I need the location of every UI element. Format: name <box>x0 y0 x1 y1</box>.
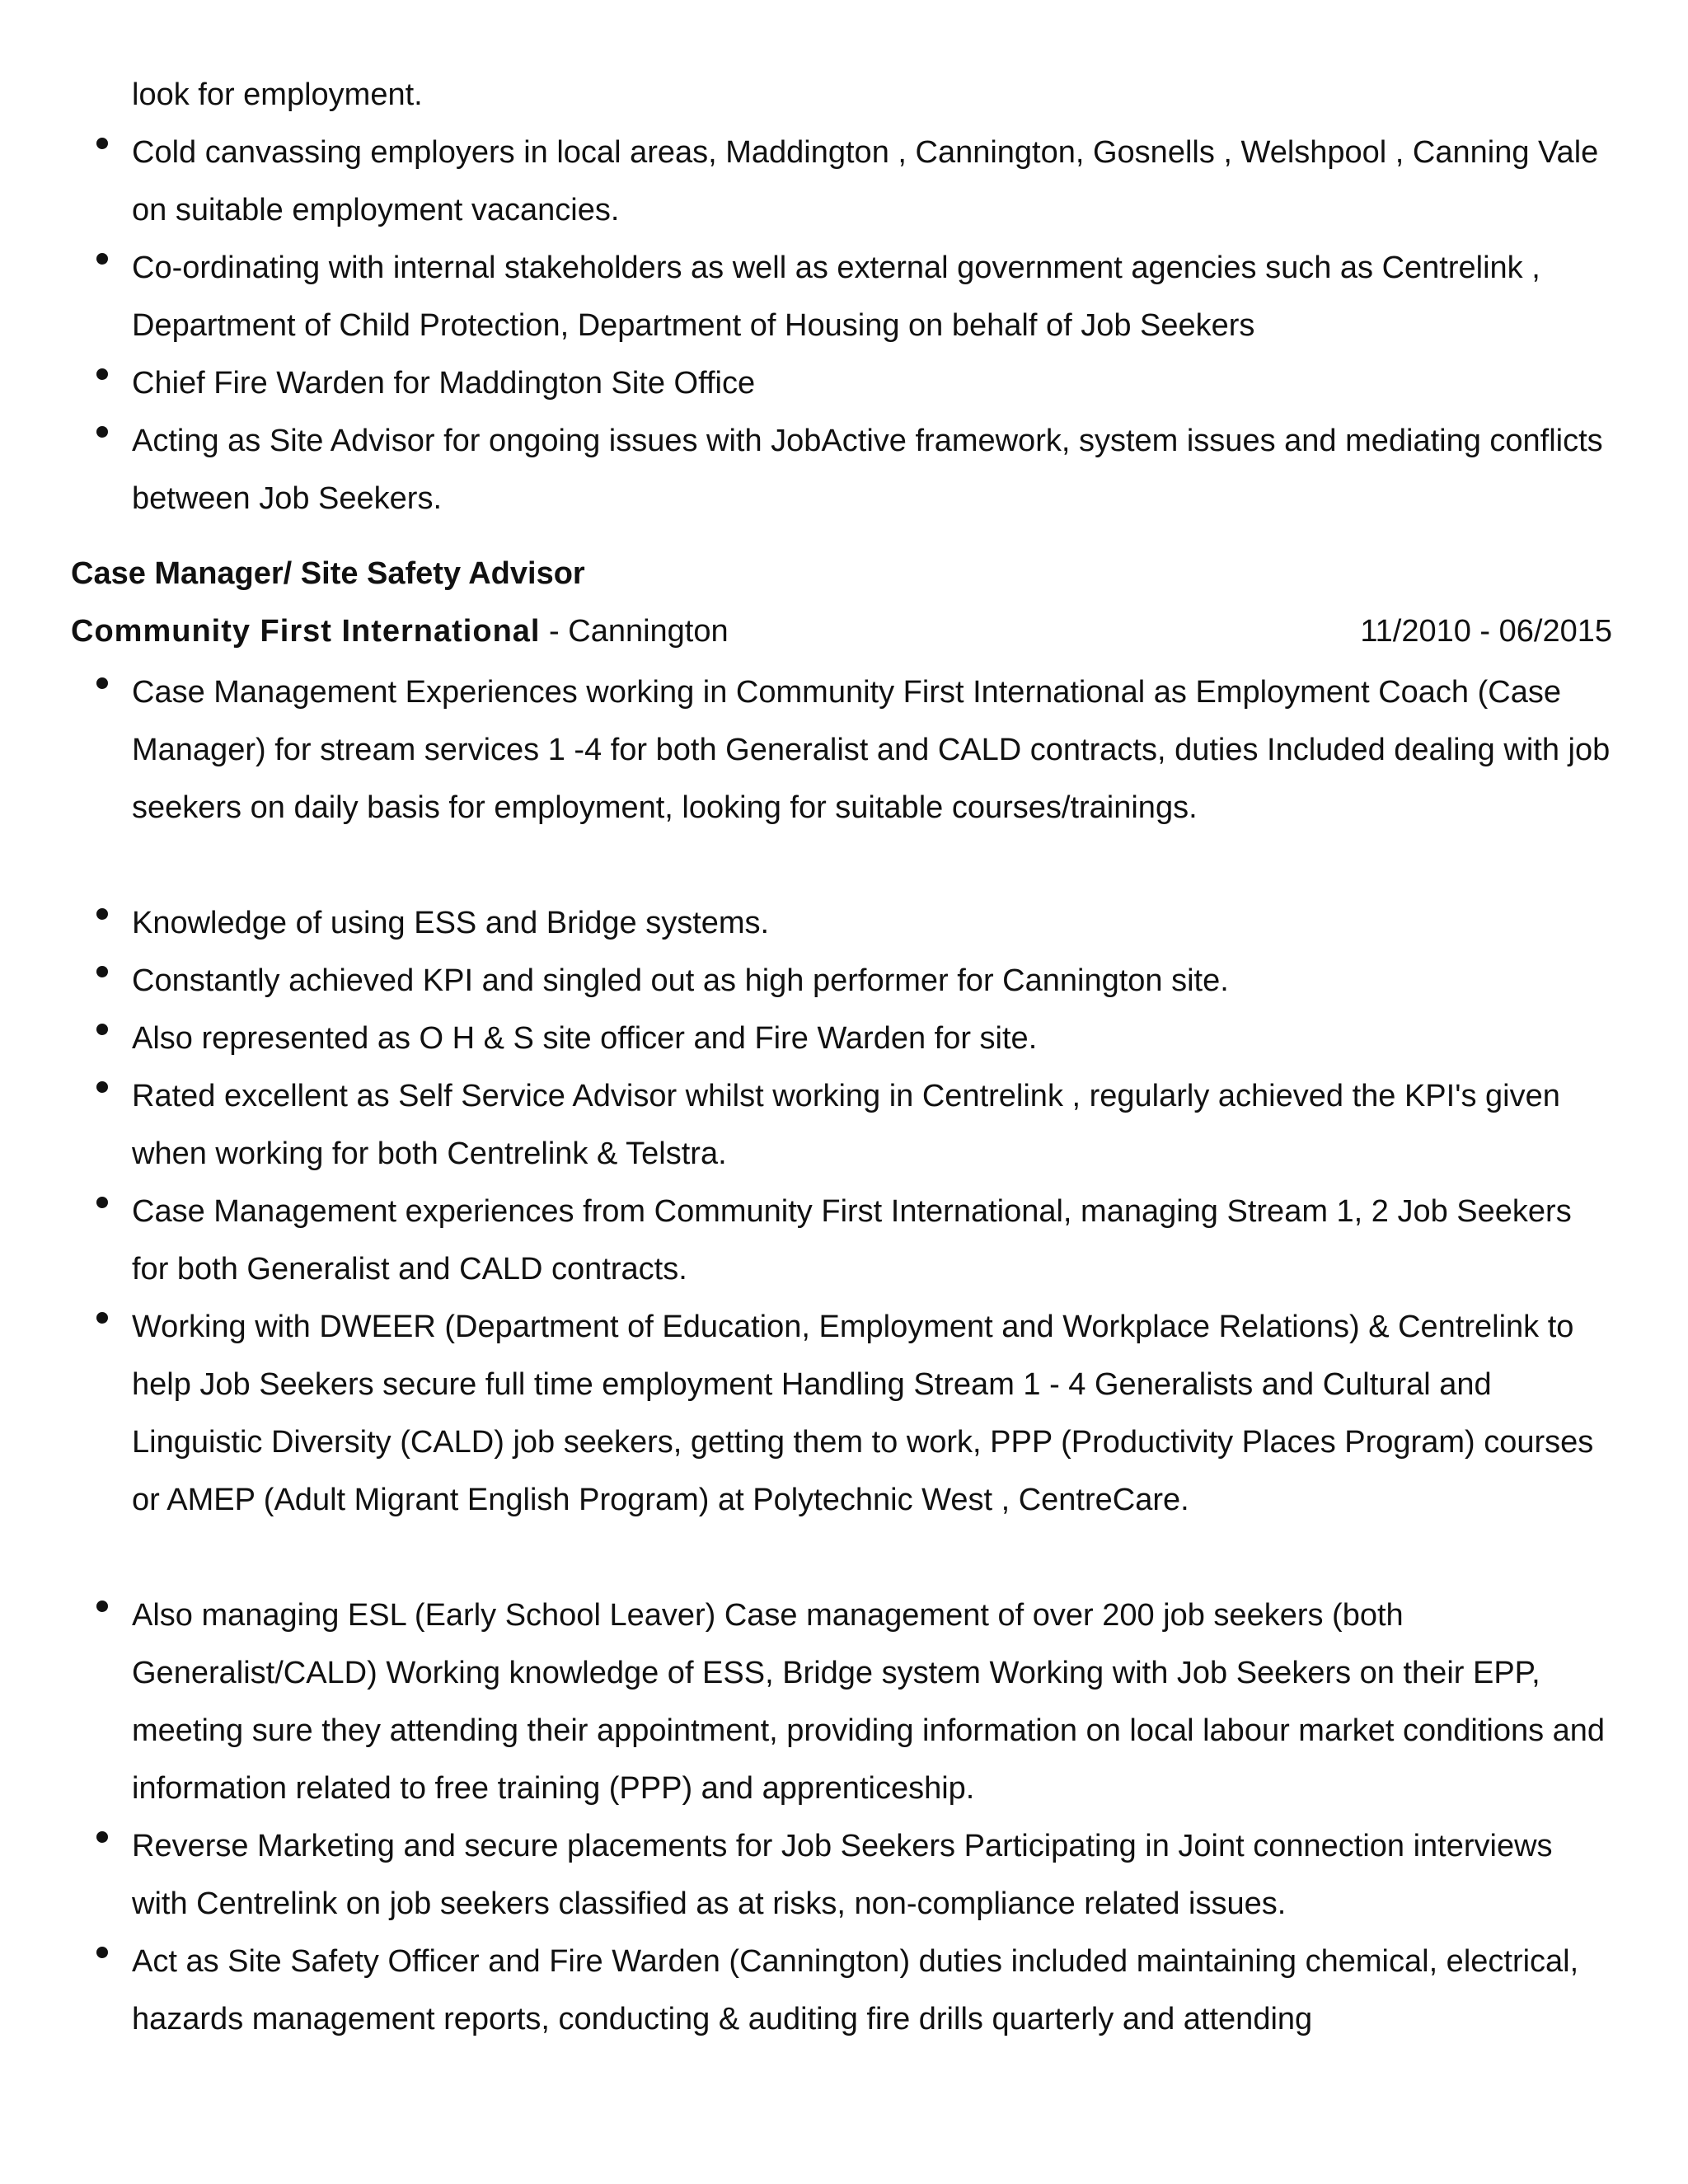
job-dates: 11/2010 - 06/2015 <box>1360 614 1612 649</box>
list-item <box>132 1586 1615 1817</box>
list-item <box>132 1933 1615 2048</box>
bullet-icon <box>96 253 108 265</box>
list-item <box>132 124 1615 239</box>
bullet-icon <box>96 1312 108 1324</box>
list-item <box>132 354 1615 412</box>
job-title: Case Manager/ Site Safety Advisor <box>71 556 585 591</box>
list-item <box>132 952 1615 1010</box>
bullet-icon <box>96 1831 108 1843</box>
job-location: - Cannington <box>540 614 729 649</box>
job-employer <box>71 612 729 650</box>
list-item-text: Acting as Site Advisor for ongoing issues with JobActive framework, system issues and mediating conflicts between Job Seekers. <box>132 424 1603 516</box>
bullet-icon <box>96 1024 108 1035</box>
list-item-text: Rated excellent as Self Service Advisor whilst working in Centrelink , regularly achieved the KPI's given when working for both Centrelink & Telstra. <box>132 1079 1560 1171</box>
list-item-text: Constantly achieved KPI and singled out as high performer for Cannington site. <box>132 963 1229 998</box>
list-item <box>132 1817 1615 1933</box>
list-item <box>132 1183 1615 1298</box>
bullet-icon <box>96 1197 108 1208</box>
list-item <box>132 412 1615 527</box>
bullet-icon <box>96 966 108 977</box>
list-item-text: Reverse Marketing and secure placements for Job Seekers Participating in Joint connection interviews with Centrelink on job seekers classified as at risks, non-compliance related issues. <box>132 1829 1553 1921</box>
list-item-text: Case Management experiences from Community First International, managing Stream 1, 2 Job Seekers for both Generalist and CALD contracts. <box>132 1194 1572 1286</box>
list-item-text: Co-ordinating with internal stakeholders as well as external government agencies such as Centrelink , Department of Child Protection, Department of Housing on behalf of Job Seekers <box>132 251 1540 343</box>
list-item <box>132 663 1615 837</box>
list-item-text: Cold canvassing employers in local areas, Maddington , Cannington, Gosnells , Welshpool , Canning Vale on suitable employment vacancies. <box>132 135 1599 227</box>
list-item-text: Knowledge of using ESS and Bridge systems. <box>132 906 770 940</box>
bullet-icon <box>96 368 108 380</box>
bullet-icon <box>96 426 108 438</box>
continuation-text: look for employment. <box>132 77 423 112</box>
list-item <box>132 894 1615 952</box>
list-item-text: Also managing ESL (Early School Leaver) Case management of over 200 job seekers (both Generalist/CALD) Working knowledge of ESS, Bridge system Working with Job Seekers on their EPP, meeting sure they attending their appointment, providing information on local labour market conditions and information related to free training (PPP) and apprenticeship. <box>132 1598 1606 1806</box>
list-item-text: Also represented as O H & S site officer and Fire Warden for site. <box>132 1021 1038 1056</box>
bullet-icon <box>96 1081 108 1093</box>
list-item <box>132 1010 1615 1067</box>
bullet-icon <box>96 677 108 689</box>
bullet-icon <box>96 1601 108 1612</box>
bullet-icon <box>96 138 108 149</box>
list-item <box>132 1067 1615 1183</box>
list-item-text: Working with DWEER (Department of Education, Employment and Workplace Relations) & Centrelink to help Job Seekers secure full time employment Handling Stream 1 - 4 Generalists and Cultural and Linguistic Diversity (CALD) job seekers, getting them to work, PPP (Productivity Places Program) courses or AMEP (Adult Migrant English Program) at Polytechnic West , CentreCare. <box>132 1310 1594 1517</box>
list-item <box>132 239 1615 354</box>
list-item <box>132 1298 1615 1529</box>
list-item-text: Case Management Experiences working in Community First International as Employment Coach (Case Manager) for stream services 1 -4 for both Generalist and CALD contracts, duties Included dealing with job seekers on daily basis for employment, looking for suitable courses/trainings. <box>132 675 1611 825</box>
company-name: Community First International <box>71 614 541 649</box>
bullet-icon <box>96 908 108 920</box>
bullet-icon <box>96 1947 108 1958</box>
list-item-text: Chief Fire Warden for Maddington Site Office <box>132 366 756 401</box>
list-item-text: Act as Site Safety Officer and Fire Warden (Cannington) duties included maintaining chemical, electrical, hazards management reports, conducting & auditing fire drills quarterly and attending <box>132 1944 1579 2036</box>
